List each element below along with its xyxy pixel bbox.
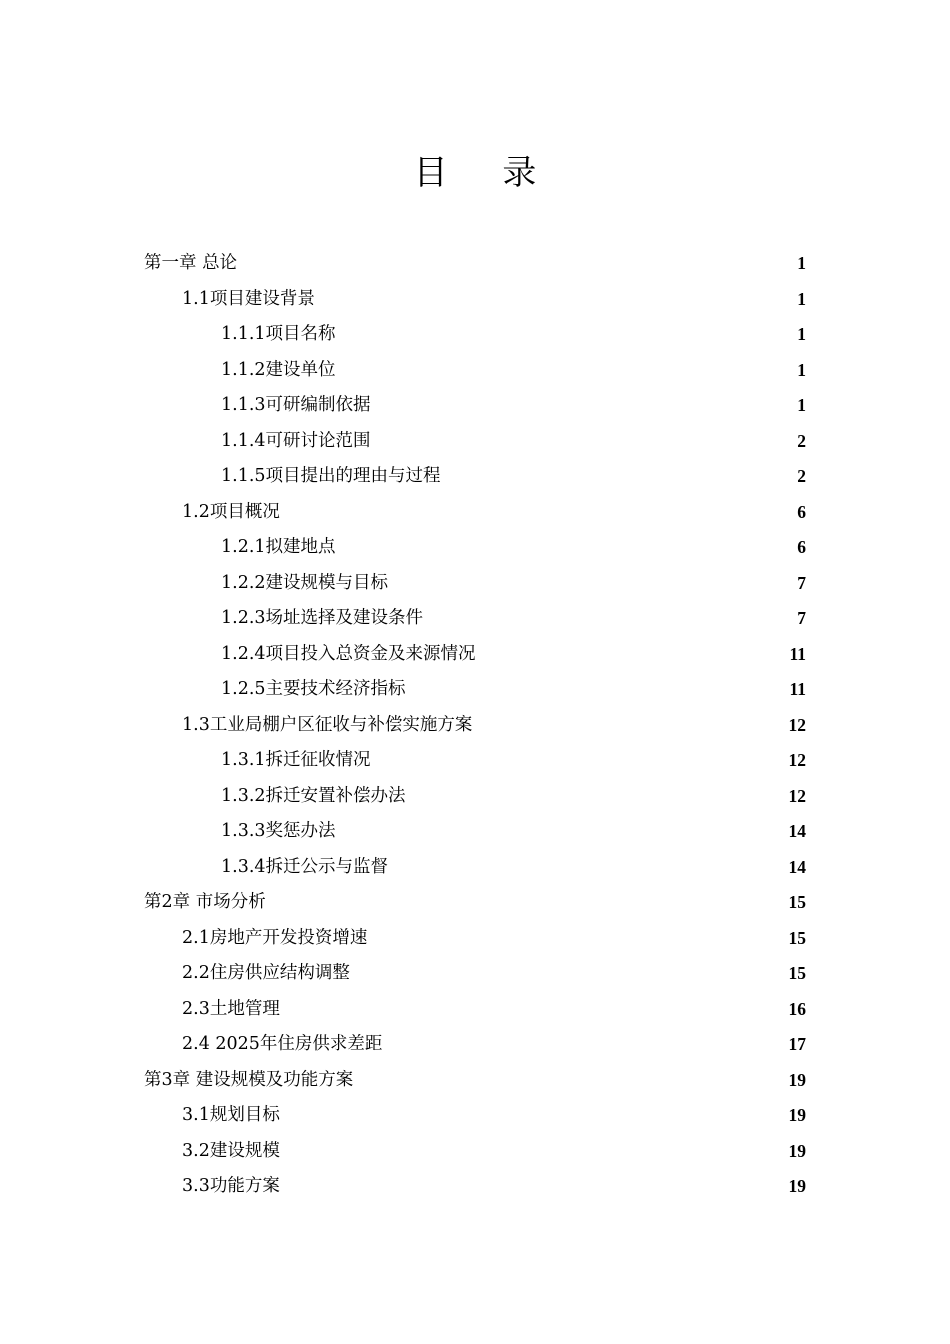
toc-entry[interactable] bbox=[144, 956, 806, 992]
toc-entry-text: 1.2项目概况 bbox=[182, 501, 280, 522]
toc-entry[interactable] bbox=[144, 566, 806, 602]
toc-entry-text: 1.2.4项目投入总资金及来源情况 bbox=[221, 643, 476, 664]
toc-entry[interactable] bbox=[144, 353, 806, 389]
toc-entry-page: 17 bbox=[788, 1034, 806, 1054]
toc-entry-page: 15 bbox=[788, 927, 806, 948]
toc-entry-text: 2.3土地管理 bbox=[182, 998, 280, 1019]
toc-entry-text: 1.3.2拆迁安置补偿办法 bbox=[221, 785, 406, 806]
toc-entry-text: 1.1.1项目名称 bbox=[221, 324, 336, 344]
toc-entry-text: 第一章 总论 bbox=[144, 253, 238, 273]
toc-entry-page: 7 bbox=[797, 572, 806, 593]
toc-entry-text: 2.4 2025年住房供求差距 bbox=[182, 1034, 383, 1054]
toc-entry-text: 1.2.1拟建地点 bbox=[221, 537, 336, 557]
toc-entry-text: 1.3.3奖惩办法 bbox=[221, 821, 336, 841]
toc-entry-text: 3.2建设规模 bbox=[182, 1140, 280, 1161]
toc-entry[interactable] bbox=[144, 779, 806, 815]
toc-entry[interactable] bbox=[144, 672, 806, 708]
toc-entry-text: 1.1.3可研编制依据 bbox=[221, 395, 371, 415]
toc-entry-page: 1 bbox=[797, 288, 806, 309]
toc-entry-page: 12 bbox=[788, 750, 806, 770]
toc-entry[interactable] bbox=[144, 1134, 806, 1170]
toc-entry-page: 12 bbox=[788, 714, 806, 735]
toc-entry-page: 1 bbox=[797, 395, 806, 415]
toc-entry[interactable] bbox=[144, 1098, 806, 1134]
toc-entry-text: 1.2.2建设规模与目标 bbox=[221, 572, 389, 593]
toc-entry-page: 19 bbox=[788, 1105, 806, 1125]
toc-entry-text: 1.1.4可研讨论范围 bbox=[221, 430, 371, 451]
toc-entry-page: 6 bbox=[797, 501, 806, 522]
toc-entry-text: 2.1房地产开发投资增速 bbox=[182, 927, 368, 948]
toc-entry-text: 1.1.5项目提出的理由与过程 bbox=[221, 466, 441, 486]
toc-entry-page: 6 bbox=[797, 537, 806, 557]
toc-entry[interactable] bbox=[144, 495, 806, 531]
toc-entry[interactable] bbox=[144, 388, 806, 424]
toc-entry-page: 19 bbox=[788, 1140, 806, 1161]
toc-entry-page: 12 bbox=[788, 785, 806, 806]
toc-entry[interactable] bbox=[144, 708, 806, 744]
toc-entry[interactable] bbox=[144, 637, 806, 673]
toc-entry[interactable] bbox=[144, 743, 806, 779]
toc-entry-text: 1.2.5主要技术经济指标 bbox=[221, 679, 406, 699]
toc-entry-page: 1 bbox=[797, 324, 806, 344]
toc-entry-page: 1 bbox=[797, 253, 806, 273]
toc-entry-page: 19 bbox=[788, 1176, 806, 1196]
toc-entry-page: 16 bbox=[788, 998, 806, 1019]
toc-entry[interactable] bbox=[144, 1169, 806, 1205]
toc-entry-page: 1 bbox=[797, 359, 806, 380]
toc-entry-page: 2 bbox=[797, 430, 806, 451]
toc-entry[interactable] bbox=[144, 814, 806, 850]
toc-entry-page: 15 bbox=[788, 963, 806, 983]
toc-entry[interactable] bbox=[144, 992, 806, 1028]
toc-entry[interactable] bbox=[144, 246, 806, 282]
toc-entry[interactable] bbox=[144, 282, 806, 318]
toc-entry-page: 15 bbox=[788, 892, 806, 912]
toc-entry-page: 14 bbox=[788, 821, 806, 841]
toc-entry-page: 2 bbox=[797, 466, 806, 486]
toc-entry-page: 11 bbox=[789, 643, 806, 664]
toc-entry[interactable] bbox=[144, 885, 806, 921]
toc-entry-text: 2.2住房供应结构调整 bbox=[182, 963, 350, 983]
toc-entry-text: 1.1.2建设单位 bbox=[221, 359, 336, 380]
toc-entry-text: 1.3.1拆迁征收情况 bbox=[221, 750, 371, 770]
toc-entry-text: 1.3.4拆迁公示与监督 bbox=[221, 856, 389, 877]
toc-entry-text: 第3章 建设规模及功能方案 bbox=[144, 1069, 354, 1090]
toc-entry-text: 1.2.3场址选择及建设条件 bbox=[221, 608, 424, 628]
toc-entry-text: 3.1规划目标 bbox=[182, 1105, 280, 1125]
toc-entry[interactable] bbox=[144, 1063, 806, 1099]
toc-entry[interactable] bbox=[144, 850, 806, 886]
table-of-contents bbox=[144, 246, 806, 1205]
toc-entry-text: 1.1项目建设背景 bbox=[182, 288, 315, 309]
toc-entry-page: 11 bbox=[789, 679, 806, 699]
toc-entry[interactable] bbox=[144, 921, 806, 957]
toc-entry-page: 14 bbox=[788, 856, 806, 877]
toc-entry[interactable] bbox=[144, 317, 806, 353]
toc-entry[interactable] bbox=[144, 530, 806, 566]
toc-entry-text: 第2章 市场分析 bbox=[144, 892, 266, 912]
toc-entry-text: 1.3工业局棚户区征收与补偿实施方案 bbox=[182, 714, 473, 735]
toc-entry-page: 19 bbox=[788, 1069, 806, 1090]
toc-entry[interactable] bbox=[144, 459, 806, 495]
toc-entry-page: 7 bbox=[797, 608, 806, 628]
toc-entry[interactable] bbox=[144, 601, 806, 637]
toc-entry[interactable] bbox=[144, 424, 806, 460]
toc-entry[interactable] bbox=[144, 1027, 806, 1063]
toc-entry-text: 3.3功能方案 bbox=[182, 1176, 280, 1196]
page-title: 目 录 bbox=[413, 152, 559, 193]
